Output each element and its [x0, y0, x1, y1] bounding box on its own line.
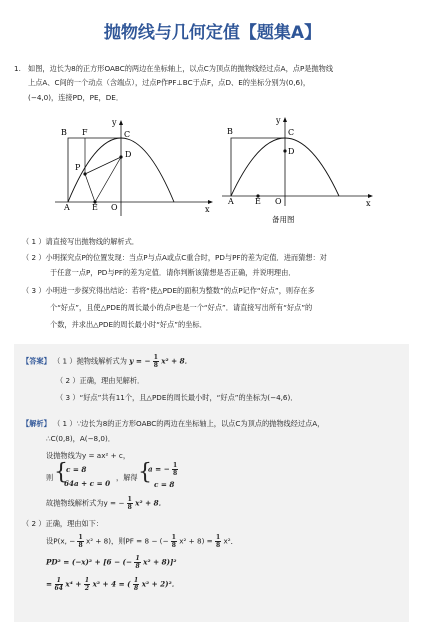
- label-o: O: [275, 197, 282, 206]
- answer-line-3: （ 3 ）“好点”共有11个，且△PDE的周长最小时，“好点”的坐标为(−4,6)．: [56, 393, 298, 402]
- fraction-denominator: 8: [78, 542, 83, 549]
- answer-1-formula-right: x² + 8．: [161, 356, 192, 366]
- fraction-numerator: 1: [78, 534, 83, 541]
- fraction: [127, 496, 133, 511]
- system-1-eq-2: 64a + c = 0: [64, 479, 111, 488]
- label-y: y: [112, 118, 117, 127]
- square-outline: [231, 138, 285, 196]
- analysis-line-6: （ 2 ）正确，理由如下：: [22, 519, 104, 528]
- analysis-text-8a: PD² = (−x)² + [6 − (−: [46, 557, 132, 567]
- fraction-denominator: 8: [171, 542, 176, 549]
- fraction-denominator: 8: [153, 362, 158, 369]
- label-o: O: [111, 203, 118, 212]
- analysis-line-5: [46, 496, 166, 511]
- analysis-text-9c: x² + 4 = (: [92, 579, 131, 589]
- fraction-denominator: 8: [134, 585, 139, 592]
- fraction-numerator: 1: [135, 555, 140, 562]
- analysis-line-9: [46, 577, 179, 592]
- point-p: [83, 172, 86, 175]
- fraction-numerator: 1: [173, 462, 178, 469]
- figure-2-caption: 备用图: [272, 215, 295, 224]
- fraction-numerator: 1: [127, 496, 132, 503]
- fraction: [77, 534, 83, 549]
- question-2-line-1: （ 2 ）小明探究点P的位置发现：当点P与点A或点C重合时，PD与PF的差为定值．进而猜想：对: [22, 253, 327, 262]
- analysis-text-7c: x² + 8) =: [179, 536, 213, 546]
- x-axis-arrow-icon: [208, 200, 213, 204]
- y-axis-arrow-icon: [119, 120, 123, 125]
- analysis-text-5-end: x² + 8．: [135, 498, 166, 508]
- fraction-numerator: 1: [55, 577, 63, 585]
- fraction: [215, 534, 221, 549]
- fraction: [171, 534, 177, 549]
- figure-2: [222, 114, 382, 229]
- label-a: A: [64, 203, 70, 212]
- problem-line-2: 上点A、C间的一个动点（含端点），过点P作PF⊥BC于点F，点D、E的坐标分别为(0,6)，: [28, 78, 311, 87]
- system-2-eq-1-text: a = −: [148, 464, 170, 474]
- fraction-numerator: 1: [84, 577, 90, 584]
- fraction-denominator: 8: [173, 470, 178, 477]
- label-b: B: [227, 127, 233, 136]
- analysis-text-9b: x⁴ +: [65, 579, 82, 589]
- answer-line-1: [22, 354, 192, 369]
- analysis-text-7a: 设P(x, −: [46, 536, 76, 546]
- system-2-eq-2: c = 8: [154, 480, 175, 489]
- analysis-line-7: [46, 534, 238, 549]
- answer-1-text: （ 1 ）抛物线解析式为: [53, 356, 127, 366]
- fraction: [55, 577, 63, 592]
- label-y: y: [276, 116, 281, 125]
- answer-tag: 【答案】: [22, 356, 51, 366]
- problem-number: 1.: [14, 64, 21, 73]
- analysis-text-9d: x² + 2)²．: [141, 579, 179, 589]
- analysis-text-1: （ 1 ）∵边长为8的正方形OABC的两边在坐标轴上，以点C为顶点的抛物线经过点A，: [53, 419, 325, 428]
- label-x: x: [205, 205, 210, 214]
- label-c: C: [124, 130, 131, 139]
- fraction: [134, 555, 140, 570]
- analysis-line-8: [46, 555, 177, 570]
- analysis-tag: 【解析】: [22, 419, 51, 428]
- analysis-text-7d: x²．: [223, 536, 238, 546]
- question-3-line-2: 个“好点”，且使△PDE的周长最小的点P也是一个“好点”．请直接写出所有“好点”的: [50, 303, 313, 312]
- label-c: C: [288, 128, 295, 137]
- fraction-numerator: 1: [134, 577, 139, 584]
- analysis-line-3: 设抛物线为y = ax² + c，: [46, 451, 131, 460]
- segment-de: [95, 157, 121, 202]
- analysis-line-2: ∴C(0,8)，A(−8,0)．: [46, 434, 115, 443]
- label-d: D: [288, 147, 295, 156]
- fraction: [133, 577, 139, 592]
- analysis-then: 则: [46, 473, 54, 482]
- answer-line-2: （ 2 ）正确，理由见解析．: [56, 376, 145, 385]
- fraction-numerator: 1: [171, 534, 176, 541]
- label-f: F: [82, 128, 88, 137]
- question-2-line-2: 于任意一点P，PD与PF的差为定值．请你判断该猜想是否正确，并说明理由．: [50, 268, 296, 277]
- problem-line-3: (−4,0)，连接PD，PE，DE．: [28, 93, 124, 102]
- label-x: x: [366, 199, 371, 208]
- fraction: [84, 577, 90, 592]
- answer-1-formula-left: y = −: [129, 356, 151, 366]
- x-axis-arrow-icon: [368, 194, 373, 198]
- problem-line-1: 如图，边长为8的正方形OABC的两边在坐标轴上，以点C为顶点的抛物线经过点A，点P是抛物线: [28, 64, 334, 73]
- analysis-text-7b: x² + 8)，则PF = 8 − (−: [85, 536, 169, 546]
- fraction-denominator: 8: [135, 563, 140, 570]
- label-b: B: [61, 128, 67, 137]
- analysis-solve: ，解得: [116, 473, 138, 482]
- figure-1: [55, 118, 220, 218]
- fraction: [172, 462, 178, 477]
- brace-icon: {: [54, 460, 68, 485]
- question-3-line-1: （ 3 ）小明进一步探究得出结论：若将“使△PDE的面积为整数”的点P记作“好点”，则存在多: [22, 286, 315, 295]
- point-d: [119, 155, 122, 158]
- fraction-denominator: 64: [54, 585, 63, 592]
- analysis-text-8b: x² + 8)]²: [143, 557, 177, 567]
- fraction-numerator: 1: [215, 534, 221, 541]
- analysis-line-1: [22, 418, 324, 429]
- system-2-eq-1: [148, 462, 178, 477]
- fraction-denominator: 8: [127, 504, 132, 511]
- label-e: E: [92, 203, 98, 212]
- fraction-denominator: 2: [84, 585, 90, 592]
- question-3-line-3: 个数，并求出△PDE的周长最小时“好点”的坐标．: [50, 320, 207, 329]
- fraction: [153, 354, 159, 369]
- system-1-eq-1: c = 8: [66, 465, 87, 474]
- label-e: E: [255, 197, 261, 206]
- brace-icon: {: [138, 460, 152, 485]
- segment-pe: [85, 174, 95, 202]
- point-d: [283, 149, 286, 152]
- page-title: 抛物线与几何定值【题集A】: [103, 23, 322, 43]
- label-a: A: [228, 197, 234, 206]
- y-axis-arrow-icon: [283, 117, 287, 122]
- label-d: D: [125, 150, 132, 159]
- fraction-numerator: 1: [153, 354, 158, 361]
- analysis-text-9a: =: [46, 579, 53, 589]
- label-p: P: [75, 163, 81, 172]
- analysis-text-5: 故抛物线解析式为y = −: [46, 498, 125, 508]
- fraction-denominator: 8: [215, 542, 221, 549]
- question-1: （ 1 ）请直接写出抛物线的解析式．: [22, 237, 139, 246]
